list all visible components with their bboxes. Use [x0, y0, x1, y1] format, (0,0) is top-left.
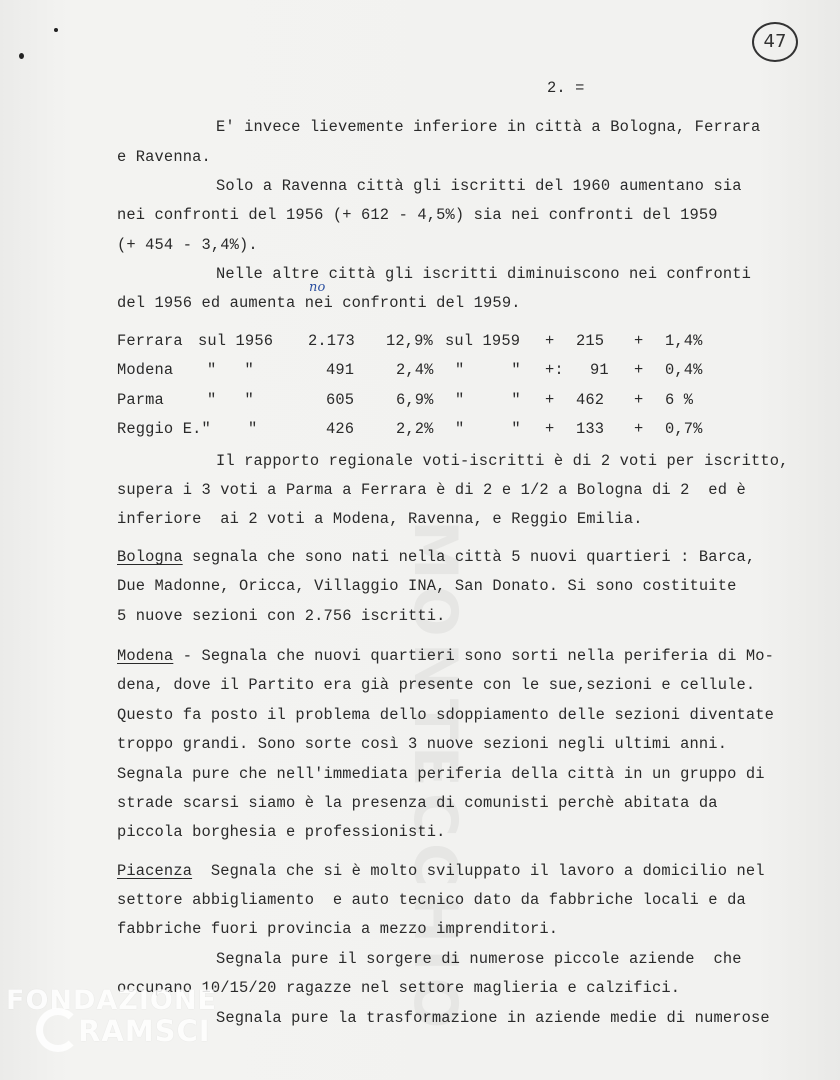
- text-line: settore abbigliamento e auto tecnico dato da fabbriche locali e da: [117, 891, 746, 909]
- table-cell-pct: 2,2%: [396, 420, 434, 438]
- table-cell-diff: 2.173: [308, 332, 355, 350]
- table-cell-pct: 6,9%: [396, 391, 434, 409]
- text-line: strade scarsi siamo è la presenza di comunisti perchè abitata da: [117, 794, 718, 812]
- text-line: piccola borghesia e professionisti.: [117, 823, 446, 841]
- text-line: e Ravenna.: [117, 148, 211, 166]
- section-label-bologna: Bologna: [117, 548, 183, 566]
- table-cell-diff2: 215: [576, 332, 605, 350]
- text-line: Nelle altre città gli iscritti diminuiscono nei confronti: [216, 265, 751, 283]
- text-line: Segnala pure che nell'immediata periferia della città in un gruppo di: [117, 765, 765, 783]
- table-cell-city: Ferrara: [117, 332, 183, 350]
- table-cell-diff: 605: [326, 391, 355, 409]
- text-line: 5 nuove sezioni con 2.756 iscritti.: [117, 607, 446, 625]
- logo-text-line1: FONDAZIONE: [6, 985, 217, 1016]
- table-cell-pct2: 1,4%: [665, 332, 703, 350]
- text-line: Solo a Ravenna città gli iscritti del 1960 aumentano sia: [216, 177, 742, 195]
- table-cell-vs2: sul 1959: [445, 332, 521, 350]
- table-cell-sign2: +: [634, 361, 644, 379]
- table-cell-diff2: 462: [576, 391, 605, 409]
- table-cell-diff2: 133: [576, 420, 605, 438]
- section-piacenza: [117, 861, 765, 881]
- text-line: Segnala che si è molto sviluppato il lavoro a domicilio nel: [192, 862, 765, 880]
- table-cell-vs2: " ": [455, 420, 521, 438]
- text-line: nei confronti del 1956 (+ 612 - 4,5%) sia nei confronti del 1959: [117, 206, 718, 224]
- table-cell-vs: " ": [207, 391, 254, 409]
- text-line: troppo grandi. Sono sorte così 3 nuove sezioni negli ultimi anni.: [117, 735, 728, 753]
- handwritten-annotation: no: [309, 280, 326, 295]
- table-cell-pct2: 0,7%: [665, 420, 703, 438]
- table-cell-vs2: " ": [455, 361, 521, 379]
- table-cell-pct: 2,4%: [396, 361, 434, 379]
- text-line: supera i 3 voti a Parma a Ferrara è di 2 e 1/2 a Bologna di 2 ed è: [117, 481, 746, 499]
- table-cell-pct2: 0,4%: [665, 361, 703, 379]
- text-line: occupano 10/15/20 ragazze nel settore maglieria e calzifici.: [117, 979, 681, 997]
- text-line: fabbriche fuori provincia a mezzo imprenditori.: [117, 920, 559, 938]
- ink-spot: [19, 53, 24, 59]
- table-cell-sign: +: [545, 420, 555, 438]
- text-line: dena, dove il Partito era già presente con le sue,sezioni e cellule.: [117, 676, 756, 694]
- table-cell-pct: 12,9%: [386, 332, 433, 350]
- text-line: Il rapporto regionale voti-iscritti è di 2 voti per iscritto,: [216, 452, 789, 470]
- table-cell-vs: ": [248, 420, 258, 438]
- table-cell-sign2: +: [634, 420, 644, 438]
- table-cell-diff: 426: [326, 420, 355, 438]
- section-label-piacenza: Piacenza: [117, 862, 193, 880]
- text-line: inferiore ai 2 voti a Modena, Ravenna, e Reggio Emilia.: [117, 510, 643, 528]
- table-cell-sign: +: [545, 391, 555, 409]
- table-cell-vs: " ": [207, 361, 254, 379]
- page-header: 2. =: [547, 79, 585, 97]
- table-cell-vs2: " ": [455, 391, 521, 409]
- table-cell-sign: +:: [545, 361, 564, 379]
- page-number: 47: [752, 22, 798, 62]
- section-modena: [117, 646, 774, 666]
- section-label-modena: Modena: [117, 647, 174, 665]
- table-cell-sign2: +: [634, 332, 644, 350]
- text-line: (+ 454 - 3,4%).: [117, 236, 258, 254]
- text-line: Due Madonne, Oricca, Villaggio INA, San Donato. Si sono costituite: [117, 577, 737, 595]
- logo-g-mark: [36, 1008, 80, 1052]
- text-line: segnala che sono nati nella città 5 nuovi quartieri : Barca,: [182, 548, 756, 566]
- text-line: Segnala pure il sorgere di numerose piccole aziende che: [216, 950, 742, 968]
- text-line: del 1956 ed aumenta nei confronti del 1959.: [117, 294, 521, 312]
- section-bologna: [117, 547, 755, 567]
- text-line: E' invece lievemente inferiore in città a Bologna, Ferrara: [216, 118, 761, 136]
- table-cell-vs: sul 1956: [198, 332, 274, 350]
- logo-text-line2: RAMSCI: [78, 1014, 211, 1048]
- text-line: Segnala pure la trasformazione in aziende medie di numerose: [216, 1009, 770, 1027]
- table-cell-sign2: +: [634, 391, 644, 409]
- table-cell-city: Reggio E.": [117, 420, 211, 438]
- table-cell-pct2: 6 %: [665, 391, 694, 409]
- table-cell-city: Parma: [117, 391, 164, 409]
- table-cell-sign: +: [545, 332, 555, 350]
- table-cell-diff2: 91: [590, 361, 609, 379]
- table-cell-diff: 491: [326, 361, 355, 379]
- text-line: - Segnala che nuovi quartieri sono sorti nella periferia di Mo-: [173, 647, 775, 665]
- text-line: Questo fa posto il problema dello sdoppiamento delle sezioni diventate: [117, 706, 775, 724]
- table-cell-city: Modena: [117, 361, 174, 379]
- ink-spot: [54, 28, 58, 32]
